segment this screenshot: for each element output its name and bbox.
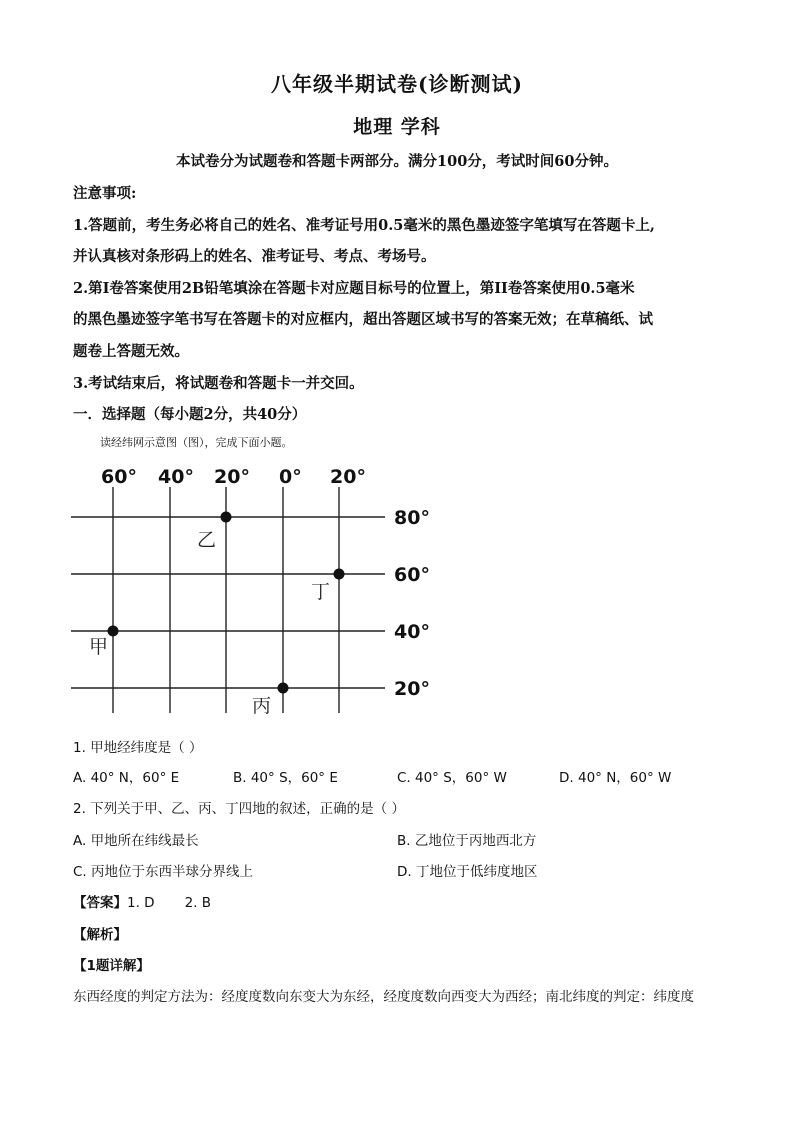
note-line: 的黑色墨迹签字笔书写在答题卡的对应框内，超出答题区域书写的答案无效；在草稿纸、试	[73, 311, 653, 328]
answer-tag: 【答案】	[73, 895, 127, 911]
q1-option-a: A. 40° N，60° E	[73, 770, 180, 786]
section-heading: 一．选择题（每小题2分，共40分）	[73, 406, 307, 423]
note-line: 2.第Ⅰ卷答案使用2B铅笔填涂在答题卡对应题目标号的位置上，第II卷答案使用0.5毫米	[73, 280, 635, 297]
point-label: 丙	[252, 695, 272, 717]
page-title: 八年级半期试卷(诊断测试)	[271, 72, 523, 96]
exam-intro: 本试卷分为试题卷和答题卡两部分。满分100分，考试时间60分钟。	[176, 153, 618, 170]
answer-line	[73, 891, 211, 911]
longitude-label: 0°	[279, 466, 302, 488]
note-line: 1.答题前，考生务必将自己的姓名、准考证号用0.5毫米的黑色墨迹签字笔填写在答题卡上,	[73, 217, 655, 234]
analysis-text: 东西经度的判定方法为：经度度数向东变大为东经，经度度数向西变大为西经；南北纬度的判定：纬度度	[73, 989, 694, 1005]
longitude-label: 20°	[330, 466, 366, 488]
point-marker	[334, 569, 345, 580]
q2-option-c: C. 丙地位于东西半球分界线上	[73, 864, 254, 880]
map-instruction: 读经纬网示意图（图），完成下面小题。	[100, 436, 293, 449]
q1-option-b: B. 40° S，60° E	[233, 770, 338, 786]
point-marker	[108, 626, 119, 637]
q1-option-d: D. 40° N，60° W	[559, 770, 672, 786]
point-label: 丁	[311, 581, 331, 603]
latitude-label: 40°	[394, 621, 430, 643]
subject-title: 地理 学科	[353, 116, 441, 138]
latitude-label: 80°	[394, 507, 430, 529]
analysis-tag: 【解析】	[73, 927, 127, 943]
q2-option-b: B. 乙地位于丙地西北方	[397, 833, 537, 849]
point-marker	[221, 512, 232, 523]
answer-text: 1. D 2. B	[127, 895, 212, 911]
longitude-label: 40°	[158, 466, 194, 488]
q1-option-c: C. 40° S，60° W	[397, 770, 507, 786]
point-label: 甲	[89, 636, 109, 658]
note-line: 3.考试结束后，将试题卷和答题卡一并交回。	[73, 375, 364, 392]
point-label: 乙	[197, 529, 217, 551]
question-1-stem: 1. 甲地经纬度是（ ）	[73, 740, 203, 756]
latitude-label: 60°	[394, 564, 430, 586]
note-line: 题卷上答题无效。	[73, 343, 189, 360]
longitude-label: 60°	[101, 466, 137, 488]
question-2-stem: 2. 下列关于甲、乙、丙、丁四地的叙述，正确的是（ ）	[73, 801, 405, 817]
q2-option-a: A. 甲地所在纬线最长	[73, 833, 199, 849]
point-marker	[278, 683, 289, 694]
q2-option-d: D. 丁地位于低纬度地区	[397, 864, 538, 880]
detail-tag: 【1题详解】	[73, 958, 150, 974]
graticule-map	[65, 455, 445, 717]
longitude-label: 20°	[214, 466, 250, 488]
notes-heading: 注意事项:	[73, 185, 137, 202]
note-line: 并认真核对条形码上的姓名、准考证号、考点、考场号。	[73, 248, 436, 265]
latitude-label: 20°	[394, 678, 430, 700]
